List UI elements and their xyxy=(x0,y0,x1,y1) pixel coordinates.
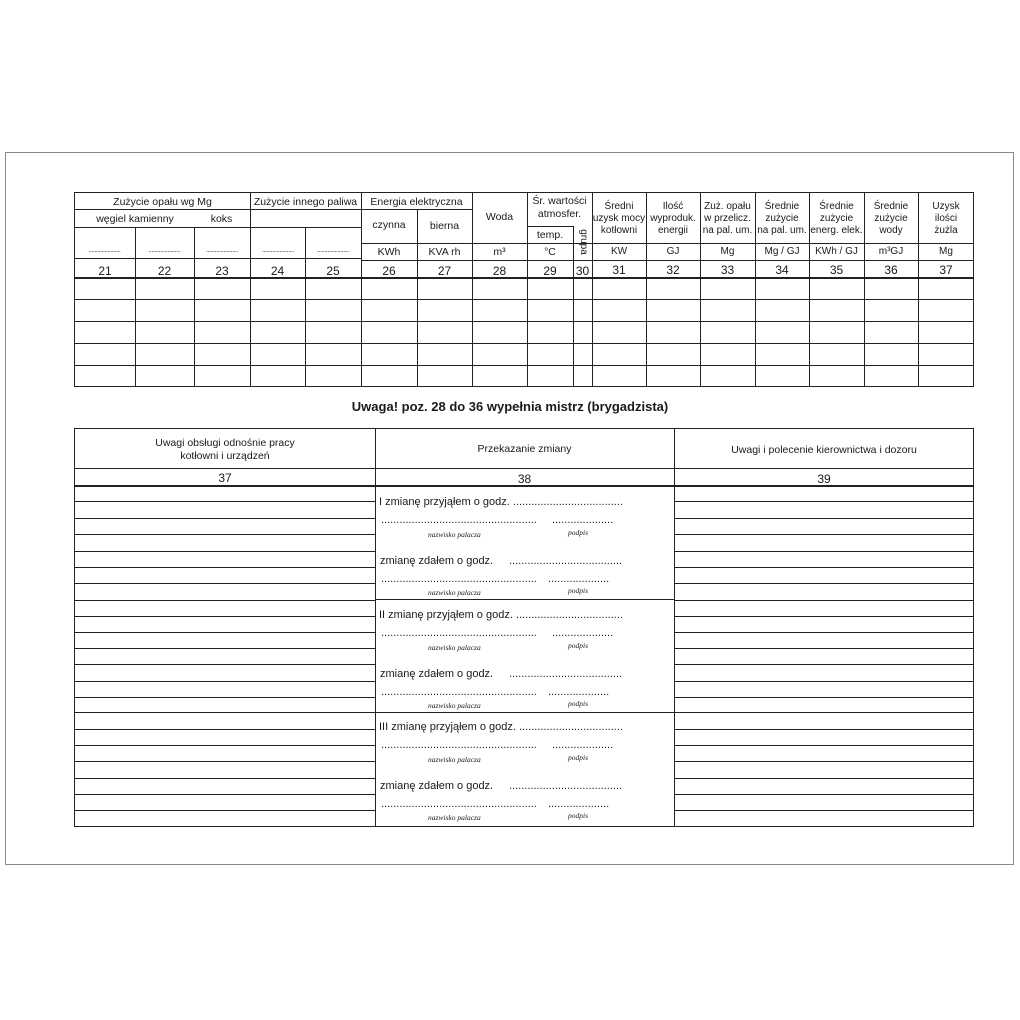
column-divider xyxy=(527,192,528,387)
signature-caption: podpis xyxy=(568,641,589,650)
column-header-line: Średnie xyxy=(873,201,909,212)
shift-handed-line: zmianę zdałem o godz. xyxy=(380,555,494,567)
remark-line xyxy=(74,632,375,633)
remark-line xyxy=(674,632,974,633)
remarks-header-line2: kotłowni i urządzeń xyxy=(180,450,270,462)
remark-line xyxy=(674,518,974,519)
column-number: 24 xyxy=(270,264,285,278)
remark-line xyxy=(74,648,375,649)
column-header-line: zużycie xyxy=(819,213,854,224)
column-divider xyxy=(918,192,919,387)
remark-line xyxy=(674,616,974,617)
header-bottom-line xyxy=(74,468,974,469)
signature-dots: .................... xyxy=(548,573,610,585)
column-divider xyxy=(755,192,756,387)
temp-subheader: temp. xyxy=(536,229,564,241)
dots-row-divider xyxy=(74,258,361,259)
column-number: 26 xyxy=(382,264,396,278)
column-header-line: energii xyxy=(657,225,689,236)
column-divider xyxy=(375,428,376,827)
remark-line xyxy=(74,729,375,730)
remark-line xyxy=(74,600,375,601)
signature-dots: .................... xyxy=(548,686,610,698)
column-divider xyxy=(864,192,865,387)
coke-subheader: koks xyxy=(210,213,233,225)
column-number: 25 xyxy=(326,264,340,278)
name-dots: ................................................... xyxy=(381,514,537,526)
header-divider xyxy=(74,227,250,228)
column-header-line: Zuż. opału xyxy=(704,201,751,212)
shift-accepted-line: II zmianę przyjąłem o godz. ................................... xyxy=(379,609,623,621)
column-divider xyxy=(361,192,362,387)
remark-line xyxy=(674,600,974,601)
remark-line xyxy=(674,712,974,713)
unit-kwh: KWh xyxy=(377,246,401,258)
handed-time-dots: ..................................... xyxy=(509,780,623,792)
remark-line xyxy=(74,712,375,713)
name-dots: ................................................... xyxy=(381,739,537,751)
column-unit: Mg xyxy=(720,246,735,257)
unit-row-bottom xyxy=(361,260,974,261)
remark-line xyxy=(674,534,974,535)
remark-line xyxy=(674,583,974,584)
remark-line xyxy=(74,518,375,519)
shift-accepted-line: III zmianę przyjąłem o godz. .................................. xyxy=(379,721,623,733)
remark-line xyxy=(674,761,974,762)
remark-line xyxy=(74,534,375,535)
column-number: 27 xyxy=(437,264,452,278)
remark-line xyxy=(674,664,974,665)
header-divider xyxy=(74,209,361,210)
column-number: 23 xyxy=(215,264,229,278)
name-dots: ................................................... xyxy=(381,798,537,810)
column-divider xyxy=(592,192,593,387)
name-caption: nazwisko palacza xyxy=(428,813,481,822)
column-header-line: Średni xyxy=(604,201,634,212)
column-number: 37 xyxy=(939,263,953,277)
name-caption: nazwisko palacza xyxy=(428,755,481,764)
remark-line xyxy=(74,616,375,617)
reactive-energy-subheader: bierna xyxy=(429,220,460,232)
remark-line xyxy=(74,697,375,698)
signature-caption: podpis xyxy=(568,753,589,762)
column-number: 37 xyxy=(218,471,232,485)
remark-line xyxy=(674,810,974,811)
shift-separator xyxy=(375,712,674,713)
remark-line xyxy=(674,745,974,746)
name-caption: nazwisko palacza xyxy=(428,701,481,710)
remarks-header-line1: Uwagi obsługi odnośnie pracy xyxy=(155,437,295,449)
column-divider xyxy=(674,428,675,827)
fuel-cell-dots: ...................... xyxy=(206,247,238,254)
column-header-line: Średnie xyxy=(819,201,854,212)
name-caption: nazwisko palacza xyxy=(428,530,481,539)
remark-line xyxy=(674,501,974,502)
remark-line xyxy=(74,551,375,552)
coal-subheader: węgiel kamienny xyxy=(96,213,174,225)
column-unit: KWh / GJ xyxy=(815,246,858,257)
column-divider xyxy=(573,226,574,387)
column-unit: Mg xyxy=(939,246,953,257)
column-divider xyxy=(135,227,136,387)
column-header-line: Średnie xyxy=(764,201,800,212)
body-row-line xyxy=(74,365,974,366)
column-number: 31 xyxy=(612,263,626,277)
handed-time-dots: ..................................... xyxy=(509,555,623,567)
fuel-cell-dots: ...................... xyxy=(88,247,121,254)
column-divider xyxy=(472,192,473,387)
remark-line xyxy=(74,761,375,762)
name-dots: ................................................... xyxy=(381,627,537,639)
column-number: 29 xyxy=(543,264,557,278)
column-header-line: kotłowni xyxy=(600,225,638,236)
remark-line xyxy=(674,551,974,552)
name-caption: nazwisko palacza xyxy=(428,588,481,597)
notice-text: Uwaga! poz. 28 do 36 wypełnia mistrz (brygadzista) xyxy=(351,399,669,414)
column-number: 36 xyxy=(884,263,898,277)
column-number: 34 xyxy=(775,263,789,277)
remark-line xyxy=(74,664,375,665)
number-row-bottom xyxy=(74,485,974,487)
column-header-line: na pal. um. xyxy=(702,225,753,236)
unit-celsius: °C xyxy=(544,246,556,258)
column-number: 38 xyxy=(517,472,532,486)
column-header-line: Uzysk xyxy=(932,201,960,212)
body-row-line xyxy=(74,299,974,300)
remark-line xyxy=(674,697,974,698)
signature-dots: .................... xyxy=(552,739,614,751)
column-number: 28 xyxy=(492,264,507,278)
signature-dots: .................... xyxy=(552,514,614,526)
column-header-line: na pal. um. xyxy=(757,225,807,236)
fuel-cell-dots: ...................... xyxy=(317,247,349,254)
signature-caption: podpis xyxy=(568,528,589,537)
atmos-header-line1: Śr. wartości xyxy=(532,195,587,207)
shift-handed-line: zmianę zdałem o godz. xyxy=(380,668,494,680)
remark-line xyxy=(674,648,974,649)
column-number: 39 xyxy=(817,472,831,486)
remark-line xyxy=(674,567,974,568)
column-number: 30 xyxy=(575,264,590,278)
column-header-line: ilości xyxy=(934,213,958,224)
water-header: Woda xyxy=(485,211,514,223)
body-row-line xyxy=(74,343,974,344)
unit-row-divider xyxy=(472,243,974,244)
signature-dots: .................... xyxy=(548,798,610,810)
name-caption: nazwisko palacza xyxy=(428,643,481,652)
shift-handed-line: zmianę zdałem o godz. xyxy=(380,780,494,792)
column-header-line: zużycie xyxy=(874,213,908,224)
column-header-line: Ilość xyxy=(662,201,684,212)
number-row-bottom xyxy=(74,277,974,279)
column-divider xyxy=(194,227,195,387)
remark-line xyxy=(674,794,974,795)
active-energy-subheader: czynna xyxy=(372,219,406,231)
handed-time-dots: ..................................... xyxy=(509,668,623,680)
column-header-line: zużycie xyxy=(765,213,799,224)
column-divider xyxy=(700,192,701,387)
fuel-group-header: Zużycie opału wg Mg xyxy=(113,196,212,208)
fuel-cell-dots: ...................... xyxy=(148,247,181,254)
signature-caption: podpis xyxy=(568,699,589,708)
signature-dots: .................... xyxy=(552,627,614,639)
signature-caption: podpis xyxy=(568,811,589,820)
column-unit: Mg / GJ xyxy=(764,246,800,257)
remark-line xyxy=(74,778,375,779)
remark-line xyxy=(74,567,375,568)
unit-kvarh: KVA rh xyxy=(428,246,461,258)
column-number: 21 xyxy=(98,264,112,278)
body-row-line xyxy=(74,321,974,322)
group-subheader: grupa xyxy=(578,229,589,255)
remark-line xyxy=(674,681,974,682)
atmos-header-line2: atmosfer. xyxy=(537,208,582,220)
remark-line xyxy=(74,583,375,584)
column-header-line: uzysk mocy xyxy=(592,213,646,224)
column-unit: GJ xyxy=(666,246,680,257)
column-number: 35 xyxy=(829,263,844,277)
remark-line xyxy=(674,729,974,730)
column-number: 33 xyxy=(720,263,735,277)
column-number: 22 xyxy=(157,264,172,278)
column-unit: KW xyxy=(610,246,628,257)
column-divider xyxy=(305,227,306,387)
column-divider xyxy=(809,192,810,387)
name-dots: ................................................... xyxy=(381,573,537,585)
header-divider xyxy=(527,226,573,227)
remark-line xyxy=(74,810,375,811)
other-fuel-group-header: Zużycie innego paliwa xyxy=(253,196,358,208)
column-number: 32 xyxy=(666,263,680,277)
column-header-line: w przelicz. xyxy=(704,213,751,224)
column-header-line: wyproduk. xyxy=(650,213,696,224)
column-header-line: energ. elek. xyxy=(810,225,863,236)
remark-line xyxy=(674,778,974,779)
shift-separator xyxy=(375,599,674,600)
remark-line xyxy=(74,501,375,502)
management-header: Uwagi i polecenie kierownictwa i dozoru xyxy=(731,444,917,456)
column-unit: m³GJ xyxy=(878,246,904,257)
shift-accepted-line: I zmianę przyjąłem o godz. .................................... xyxy=(379,496,623,508)
name-dots: ................................................... xyxy=(381,686,537,698)
remark-line xyxy=(74,681,375,682)
unit-m3: m³ xyxy=(493,246,506,258)
energy-group-header: Energia elektryczna xyxy=(370,196,463,208)
signature-caption: podpis xyxy=(568,586,589,595)
column-divider xyxy=(646,192,647,387)
column-header-line: żużla xyxy=(934,225,958,236)
remark-line xyxy=(74,745,375,746)
fuel-cell-dots: ...................... xyxy=(262,247,294,254)
column-header-line: wody xyxy=(879,225,903,236)
remark-line xyxy=(74,794,375,795)
handover-header: Przekazanie zmiany xyxy=(477,443,572,455)
column-divider xyxy=(417,209,418,387)
column-divider xyxy=(250,192,251,387)
